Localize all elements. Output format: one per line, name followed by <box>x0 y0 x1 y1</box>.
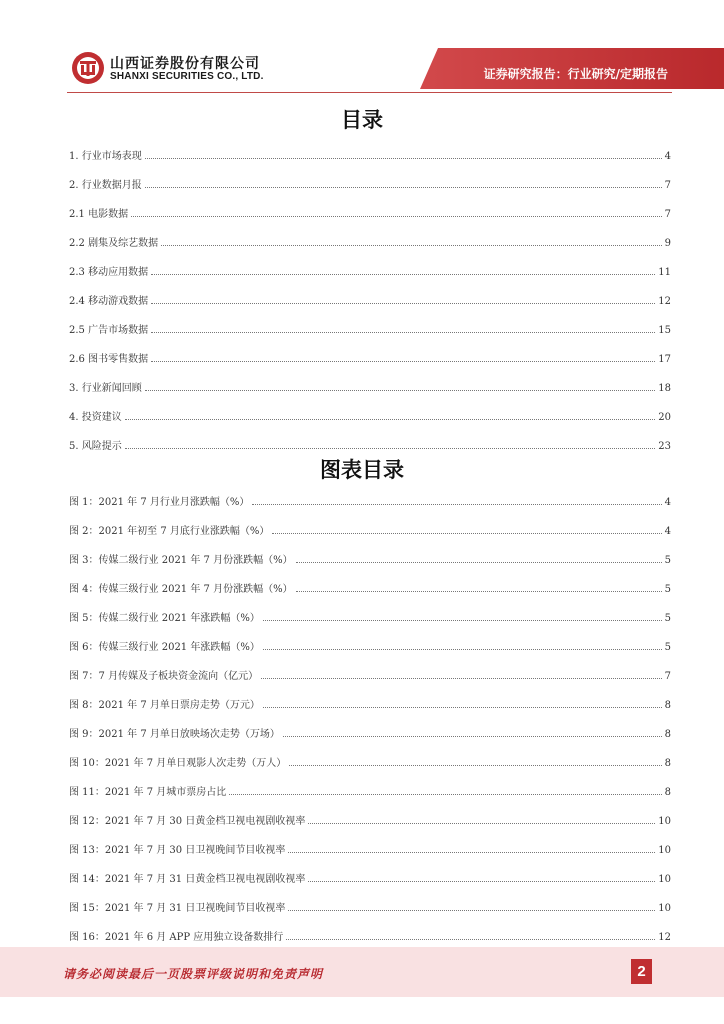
leader-dots <box>151 302 655 304</box>
figure-item[interactable] <box>69 885 671 914</box>
figure-item-page: 5 <box>664 642 671 653</box>
leader-dots <box>263 706 662 708</box>
figure-item[interactable] <box>69 914 671 943</box>
figure-item-page: 10 <box>658 903 671 914</box>
figure-item-label: 图 10：2021 年 7 月单日观影人次走势（万人） <box>69 758 287 769</box>
toc-item-label: 4. 投资建议 <box>69 412 122 423</box>
figure-item-label: 图 1：2021 年 7 月行业月涨跌幅（%） <box>69 497 250 508</box>
leader-dots <box>261 677 662 679</box>
toc-item-page: 9 <box>664 238 671 249</box>
leader-dots <box>283 735 662 737</box>
figures-title: 图表目录 <box>320 458 404 482</box>
toc-item-label: 2.3 移动应用数据 <box>69 267 149 278</box>
leader-dots <box>125 418 656 420</box>
page-header <box>0 0 724 96</box>
figure-item-label: 图 13：2021 年 7 月 30 日卫视晚间节目收视率 <box>69 845 286 856</box>
figure-item[interactable] <box>69 827 671 856</box>
figure-item-page: 5 <box>664 584 671 595</box>
leader-dots <box>151 331 655 333</box>
figure-item-label: 图 14：2021 年 7 月 31 日黄金档卫视电视剧收视率 <box>69 874 306 885</box>
leader-dots <box>296 590 662 592</box>
toc-title: 目录 <box>341 108 383 132</box>
figure-item-page: 10 <box>658 845 671 856</box>
figure-item[interactable] <box>69 653 671 682</box>
figure-item[interactable] <box>69 856 671 885</box>
page-number: 2 <box>631 959 652 984</box>
disclaimer-notice: 请务必阅读最后一页股票评级说明和免责声明 <box>63 967 324 981</box>
toc-item[interactable] <box>69 423 671 452</box>
leader-dots <box>263 648 662 650</box>
toc-item-page: 18 <box>658 383 671 394</box>
figure-item[interactable] <box>69 769 671 798</box>
figure-item[interactable] <box>69 682 671 711</box>
toc-item-label: 2.2 剧集及综艺数据 <box>69 238 159 249</box>
figure-item-page: 10 <box>658 874 671 885</box>
toc-item[interactable] <box>69 278 671 307</box>
company-name-en: SHANXI SECURITIES CO., LTD. <box>110 71 264 82</box>
leader-dots <box>125 447 656 449</box>
leader-dots <box>289 764 661 766</box>
figure-item[interactable] <box>69 566 671 595</box>
toc-item-page: 20 <box>658 412 671 423</box>
toc-item[interactable] <box>69 249 671 278</box>
toc-item-label: 2.1 电影数据 <box>69 209 129 220</box>
figure-item[interactable] <box>69 740 671 769</box>
leader-dots <box>286 938 655 940</box>
figure-item-label: 图 6：传媒三级行业 2021 年涨跌幅（%） <box>69 642 260 653</box>
figure-item-label: 图 11：2021 年 7 月城市票房占比 <box>69 787 227 798</box>
figure-item-label: 图 3：传媒二级行业 2021 年 7 月份涨跌幅（%） <box>69 555 293 566</box>
leader-dots <box>161 244 662 246</box>
leader-dots <box>131 215 662 217</box>
figure-item-label: 图 7：7 月传媒及子板块资金流向（亿元） <box>69 671 259 682</box>
toc-item[interactable] <box>69 336 671 365</box>
toc-item-page: 7 <box>664 180 671 191</box>
figure-item-page: 10 <box>658 816 671 827</box>
page-footer <box>0 947 724 997</box>
figure-item[interactable] <box>69 537 671 566</box>
toc-item-page: 4 <box>664 151 671 162</box>
figure-item-label: 图 2：2021 年初至 7 月底行业涨跌幅（%） <box>69 526 270 537</box>
toc-item-label: 2.6 图书零售数据 <box>69 354 149 365</box>
toc-item[interactable] <box>69 133 671 162</box>
toc-item[interactable] <box>69 220 671 249</box>
toc-item-label: 2. 行业数据月报 <box>69 180 142 191</box>
leader-dots <box>296 561 662 563</box>
figure-item[interactable] <box>69 508 671 537</box>
leader-dots <box>145 157 662 159</box>
toc-item-label: 5. 风险提示 <box>69 441 122 452</box>
figure-item-page: 5 <box>664 555 671 566</box>
toc-item-page: 15 <box>658 325 671 336</box>
leader-dots <box>145 186 662 188</box>
figure-item-page: 12 <box>658 932 671 943</box>
company-logo-icon <box>71 51 105 85</box>
leader-dots <box>151 360 655 362</box>
figure-item[interactable] <box>69 798 671 827</box>
figure-item-label: 图 5：传媒二级行业 2021 年涨跌幅（%） <box>69 613 260 624</box>
toc-item[interactable] <box>69 191 671 220</box>
figure-item-label: 图 4：传媒三级行业 2021 年 7 月份涨跌幅（%） <box>69 584 293 595</box>
toc-item[interactable] <box>69 365 671 394</box>
figure-item-page: 4 <box>664 526 671 537</box>
figure-item[interactable] <box>69 624 671 653</box>
toc-item[interactable] <box>69 307 671 336</box>
company-name-cn: 山西证券股份有限公司 <box>110 56 260 72</box>
figure-item-page: 8 <box>664 700 671 711</box>
figure-item-label: 图 9：2021 年 7 月单日放映场次走势（万场） <box>69 729 280 740</box>
leader-dots <box>145 389 656 391</box>
leader-dots <box>272 532 661 534</box>
toc-item-label: 3. 行业新闻回顾 <box>69 383 142 394</box>
table-of-contents <box>69 133 671 452</box>
toc-item[interactable] <box>69 162 671 191</box>
toc-item-page: 11 <box>658 267 671 278</box>
figure-item-label: 图 8：2021 年 7 月单日票房走势（万元） <box>69 700 260 711</box>
toc-item-page: 7 <box>664 209 671 220</box>
report-type: 证券研究报告：行业研究/定期报告 <box>483 67 668 81</box>
leader-dots <box>229 793 661 795</box>
leader-dots <box>252 503 661 505</box>
leader-dots <box>288 909 655 911</box>
figure-item[interactable] <box>69 479 671 508</box>
leader-dots <box>151 273 655 275</box>
figure-item-page: 8 <box>664 729 671 740</box>
toc-item-page: 12 <box>658 296 671 307</box>
leader-dots <box>308 822 655 824</box>
list-of-figures <box>69 479 671 943</box>
figure-item-label: 图 15：2021 年 7 月 31 日卫视晚间节目收视率 <box>69 903 286 914</box>
figure-item-label: 图 16：2021 年 6 月 APP 应用独立设备数排行 <box>69 932 284 943</box>
leader-dots <box>263 619 662 621</box>
toc-item-label: 2.5 广告市场数据 <box>69 325 149 336</box>
figure-item[interactable] <box>69 595 671 624</box>
figure-item[interactable] <box>69 711 671 740</box>
figure-item-page: 4 <box>664 497 671 508</box>
toc-item-label: 2.4 移动游戏数据 <box>69 296 149 307</box>
toc-item-label: 1. 行业市场表现 <box>69 151 142 162</box>
leader-dots <box>288 851 655 853</box>
toc-item[interactable] <box>69 394 671 423</box>
figure-item-page: 8 <box>664 787 671 798</box>
figure-item-label: 图 12：2021 年 7 月 30 日黄金档卫视电视剧收视率 <box>69 816 306 827</box>
figure-item-page: 7 <box>664 671 671 682</box>
figure-item-page: 5 <box>664 613 671 624</box>
header-divider <box>67 92 672 93</box>
toc-item-page: 23 <box>658 441 671 452</box>
figure-item-page: 8 <box>664 758 671 769</box>
toc-item-page: 17 <box>658 354 671 365</box>
leader-dots <box>308 880 655 882</box>
